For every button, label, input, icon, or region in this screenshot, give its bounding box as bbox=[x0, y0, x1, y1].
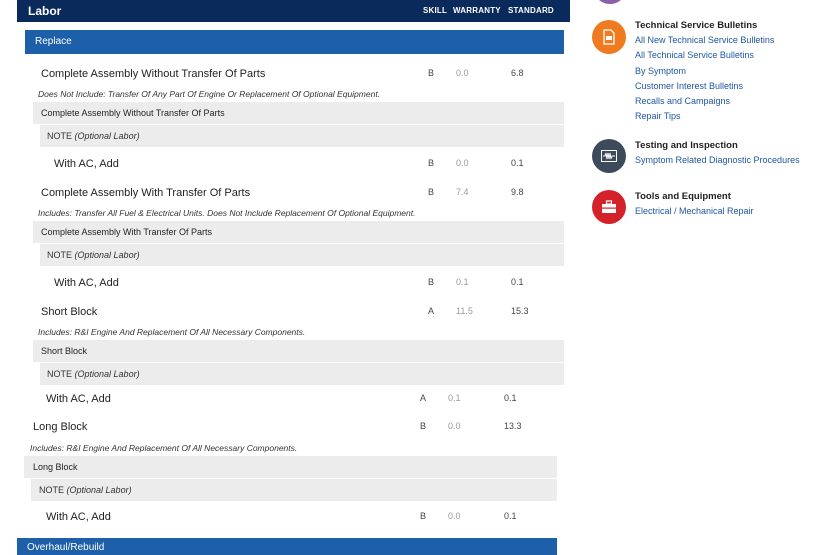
toolbox-icon[interactable] bbox=[592, 190, 626, 224]
labor-operation-title[interactable]: Complete Assembly Without Transfer Of Parts bbox=[41, 68, 266, 80]
warranty-value: 7.4 bbox=[456, 187, 469, 197]
testing-title: Testing and Inspection bbox=[635, 140, 738, 151]
column-header-skill: SKILL bbox=[423, 6, 448, 15]
note-band bbox=[40, 363, 564, 385]
tsb-link-recalls[interactable]: Recalls and Campaigns bbox=[635, 96, 731, 106]
operation-band bbox=[33, 340, 564, 362]
sub-operation-title[interactable]: With AC, Add bbox=[54, 158, 119, 170]
skill-value: B bbox=[428, 68, 435, 78]
labor-operation-note: Includes: Transfer All Fuel & Electrical Units. Does Not Include Replacement Of Optional Equipment. bbox=[38, 208, 416, 218]
operation-band-label: Short Block bbox=[41, 346, 88, 356]
skill-value: B bbox=[428, 158, 435, 168]
tools-link-electrical-mechanical[interactable]: Electrical / Mechanical Repair bbox=[635, 206, 754, 216]
standard-value: 13.3 bbox=[504, 421, 522, 431]
labor-operation-title[interactable]: Long Block bbox=[33, 421, 88, 433]
document-icon[interactable] bbox=[592, 20, 626, 54]
testing-link-diagnostic[interactable]: Symptom Related Diagnostic Procedures bbox=[635, 155, 800, 165]
note-label: NOTE (Optional Labor) bbox=[47, 131, 140, 141]
operation-band-label: Complete Assembly With Transfer Of Parts bbox=[41, 227, 213, 237]
skill-value: B bbox=[420, 421, 427, 431]
standard-value: 9.8 bbox=[511, 187, 524, 197]
skill-value: B bbox=[420, 511, 427, 521]
column-header-standard: STANDARD bbox=[508, 6, 554, 15]
waveform-icon[interactable] bbox=[592, 139, 626, 173]
warranty-value: 0.0 bbox=[448, 511, 461, 521]
note-band bbox=[40, 244, 564, 266]
warranty-value: 0.1 bbox=[448, 393, 461, 403]
sub-operation-title[interactable]: With AC, Add bbox=[46, 511, 111, 523]
warranty-value: 0.1 bbox=[456, 277, 469, 287]
section-overhaul-rebuild[interactable]: Overhaul/Rebuild bbox=[17, 538, 557, 555]
skill-value: A bbox=[428, 306, 435, 316]
operation-band-label: Long Block bbox=[33, 462, 78, 472]
note-band bbox=[31, 479, 557, 501]
labor-operation-title[interactable]: Short Block bbox=[41, 306, 98, 318]
note-label: NOTE (Optional Labor) bbox=[47, 250, 140, 260]
category-icon[interactable] bbox=[593, 0, 627, 4]
skill-value: A bbox=[420, 393, 427, 403]
standard-value: 0.1 bbox=[511, 277, 524, 287]
skill-value: B bbox=[428, 277, 435, 287]
tsb-link-all[interactable]: All Technical Service Bulletins bbox=[635, 50, 754, 60]
warranty-value: 11.5 bbox=[456, 306, 473, 316]
labor-header bbox=[17, 0, 570, 22]
labor-operation-note: Includes: R&I Engine And Replacement Of All Necessary Components. bbox=[38, 327, 306, 337]
operation-band bbox=[33, 102, 564, 124]
warranty-value: 0.0 bbox=[456, 158, 469, 168]
tsb-link-all-new[interactable]: All New Technical Service Bulletins bbox=[635, 35, 775, 45]
section-replace[interactable]: Replace bbox=[25, 30, 564, 54]
note-band bbox=[40, 125, 564, 147]
standard-value: 0.1 bbox=[504, 393, 517, 403]
operation-band-label: Complete Assembly Without Transfer Of Parts bbox=[41, 108, 225, 118]
standard-value: 0.1 bbox=[504, 511, 517, 521]
note-label: NOTE (Optional Labor) bbox=[47, 369, 140, 379]
operation-band bbox=[24, 456, 557, 478]
warranty-value: 0.0 bbox=[456, 68, 469, 78]
labor-operation-note: Includes: R&I Engine And Replacement Of All Necessary Components. bbox=[30, 443, 298, 453]
tsb-link-repair-tips[interactable]: Repair Tips bbox=[635, 111, 681, 121]
operation-band bbox=[33, 221, 564, 243]
column-header-warranty: WARRANTY bbox=[453, 6, 501, 15]
tools-title: Tools and Equipment bbox=[635, 191, 731, 202]
tsb-link-customer-interest[interactable]: Customer Interest Bulletins bbox=[635, 81, 744, 91]
skill-value: B bbox=[428, 187, 435, 197]
standard-value: 6.8 bbox=[511, 68, 524, 78]
sub-operation-title[interactable]: With AC, Add bbox=[46, 393, 111, 405]
standard-value: 0.1 bbox=[511, 158, 524, 168]
labor-title: Labor bbox=[28, 4, 62, 18]
tsb-title: Technical Service Bulletins bbox=[635, 20, 758, 31]
note-label: NOTE (Optional Labor) bbox=[39, 485, 132, 495]
standard-value: 15.3 bbox=[511, 306, 529, 316]
labor-operation-title[interactable]: Complete Assembly With Transfer Of Parts bbox=[41, 187, 251, 199]
warranty-value: 0.0 bbox=[448, 421, 461, 431]
labor-operation-note: Does Not Include: Transfer Of Any Part Of Engine Or Replacement Of Optional Equipment. bbox=[38, 89, 381, 99]
tsb-link-by-symptom[interactable]: By Symptom bbox=[635, 66, 687, 76]
sub-operation-title[interactable]: With AC, Add bbox=[54, 277, 119, 289]
